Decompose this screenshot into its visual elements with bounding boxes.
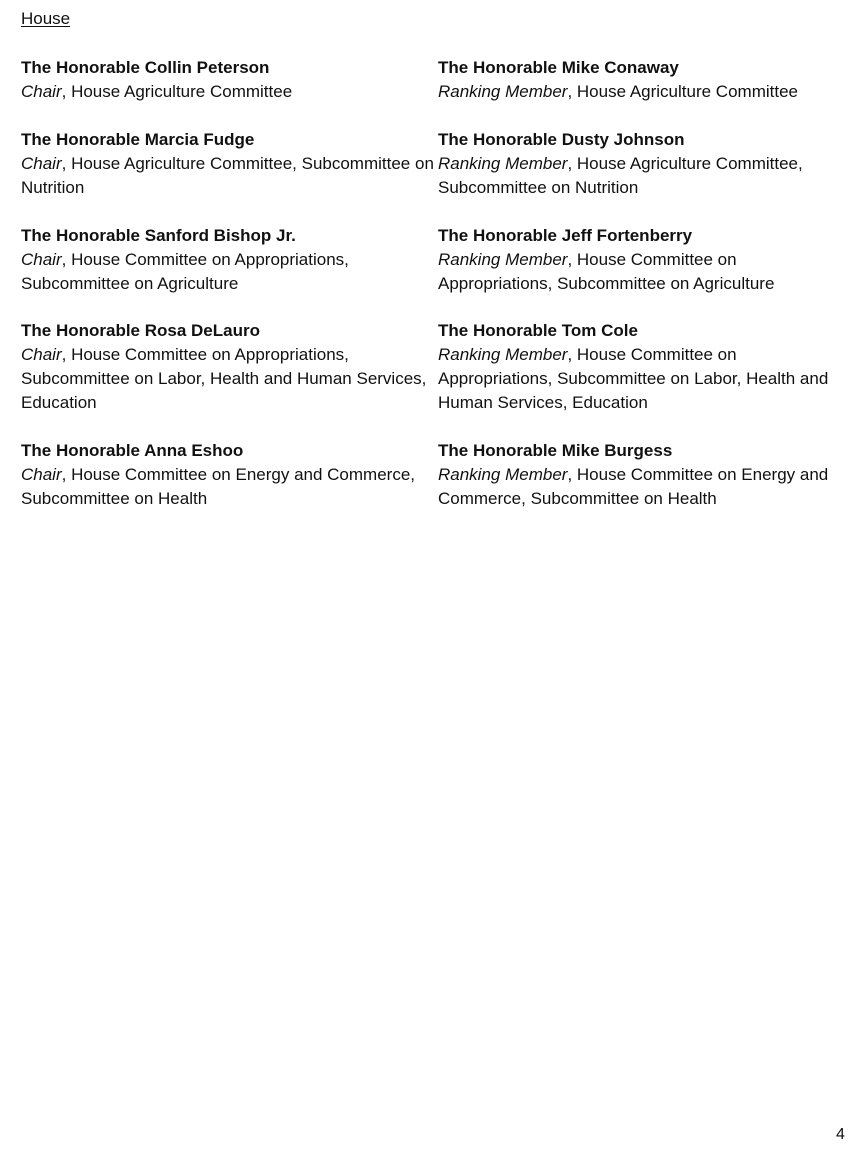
member-row bbox=[21, 439, 851, 535]
member-committee: , House Committee on Appropriations, Subcommittee on Labor, Health and Human Services, Education bbox=[21, 345, 427, 412]
member-name: The Honorable Jeff Fortenberry bbox=[438, 226, 693, 245]
member-title bbox=[21, 152, 438, 200]
member-entry-ranking bbox=[438, 439, 848, 511]
member-committee: , House Committee on Energy and Commerce, Subcommittee on Health bbox=[21, 465, 415, 508]
member-committee: , House Agriculture Committee bbox=[567, 82, 798, 101]
member-committee: , House Agriculture Committee bbox=[61, 82, 293, 101]
member-name: The Honorable Rosa DeLauro bbox=[21, 321, 260, 340]
member-name: The Honorable Dusty Johnson bbox=[438, 130, 685, 149]
member-role: Chair bbox=[21, 250, 62, 269]
member-committee: , House Agriculture Committee, Subcommittee on Nutrition bbox=[438, 154, 803, 197]
member-row bbox=[21, 128, 851, 224]
member-role: Chair bbox=[21, 82, 62, 101]
member-role: Ranking Member bbox=[438, 82, 568, 101]
member-entry-chair bbox=[21, 439, 438, 511]
member-entry-ranking bbox=[438, 224, 848, 296]
member-name: The Honorable Tom Cole bbox=[438, 321, 638, 340]
member-row bbox=[21, 56, 851, 128]
member-role: Ranking Member bbox=[438, 154, 568, 173]
member-title bbox=[438, 463, 848, 511]
member-entry-chair bbox=[21, 128, 438, 200]
member-entry-ranking bbox=[438, 56, 848, 104]
member-committee: , House Committee on Appropriations, Subcommittee on Agriculture bbox=[21, 250, 349, 293]
member-committee: , House Committee on Appropriations, Subcommittee on Agriculture bbox=[438, 250, 775, 293]
member-name: The Honorable Mike Burgess bbox=[438, 441, 673, 460]
member-title bbox=[21, 343, 438, 415]
member-name: The Honorable Anna Eshoo bbox=[21, 441, 244, 460]
page-number: 4 bbox=[836, 1126, 845, 1143]
member-row bbox=[21, 224, 851, 319]
member-title bbox=[21, 80, 438, 104]
member-entry-ranking bbox=[438, 319, 848, 415]
member-role: Ranking Member bbox=[438, 465, 568, 484]
member-role: Chair bbox=[21, 465, 62, 484]
member-title bbox=[438, 80, 848, 104]
member-name: The Honorable Marcia Fudge bbox=[21, 130, 255, 149]
member-entry-chair bbox=[21, 56, 438, 104]
member-name: The Honorable Mike Conaway bbox=[438, 58, 679, 77]
member-role: Chair bbox=[21, 154, 62, 173]
member-role: Ranking Member bbox=[438, 250, 568, 269]
member-entry-chair bbox=[21, 319, 438, 415]
member-role: Ranking Member bbox=[438, 345, 568, 364]
member-list bbox=[21, 56, 851, 535]
member-title bbox=[21, 463, 438, 511]
member-committee: , House Agriculture Committee, Subcommittee on Nutrition bbox=[21, 154, 434, 197]
section-heading: House bbox=[21, 9, 71, 28]
member-committee: , House Committee on Appropriations, Subcommittee on Labor, Health and Human Services, Education bbox=[438, 345, 829, 412]
member-entry-chair bbox=[21, 224, 438, 296]
member-entry-ranking bbox=[438, 128, 848, 200]
member-title bbox=[438, 248, 848, 296]
member-name: The Honorable Collin Peterson bbox=[21, 58, 270, 77]
member-title bbox=[438, 343, 848, 415]
member-role: Chair bbox=[21, 345, 62, 364]
member-title bbox=[438, 152, 848, 200]
member-row bbox=[21, 319, 851, 439]
member-committee: , House Committee on Energy and Commerce, Subcommittee on Health bbox=[438, 465, 829, 508]
member-title bbox=[21, 248, 438, 296]
member-name: The Honorable Sanford Bishop Jr. bbox=[21, 226, 296, 245]
